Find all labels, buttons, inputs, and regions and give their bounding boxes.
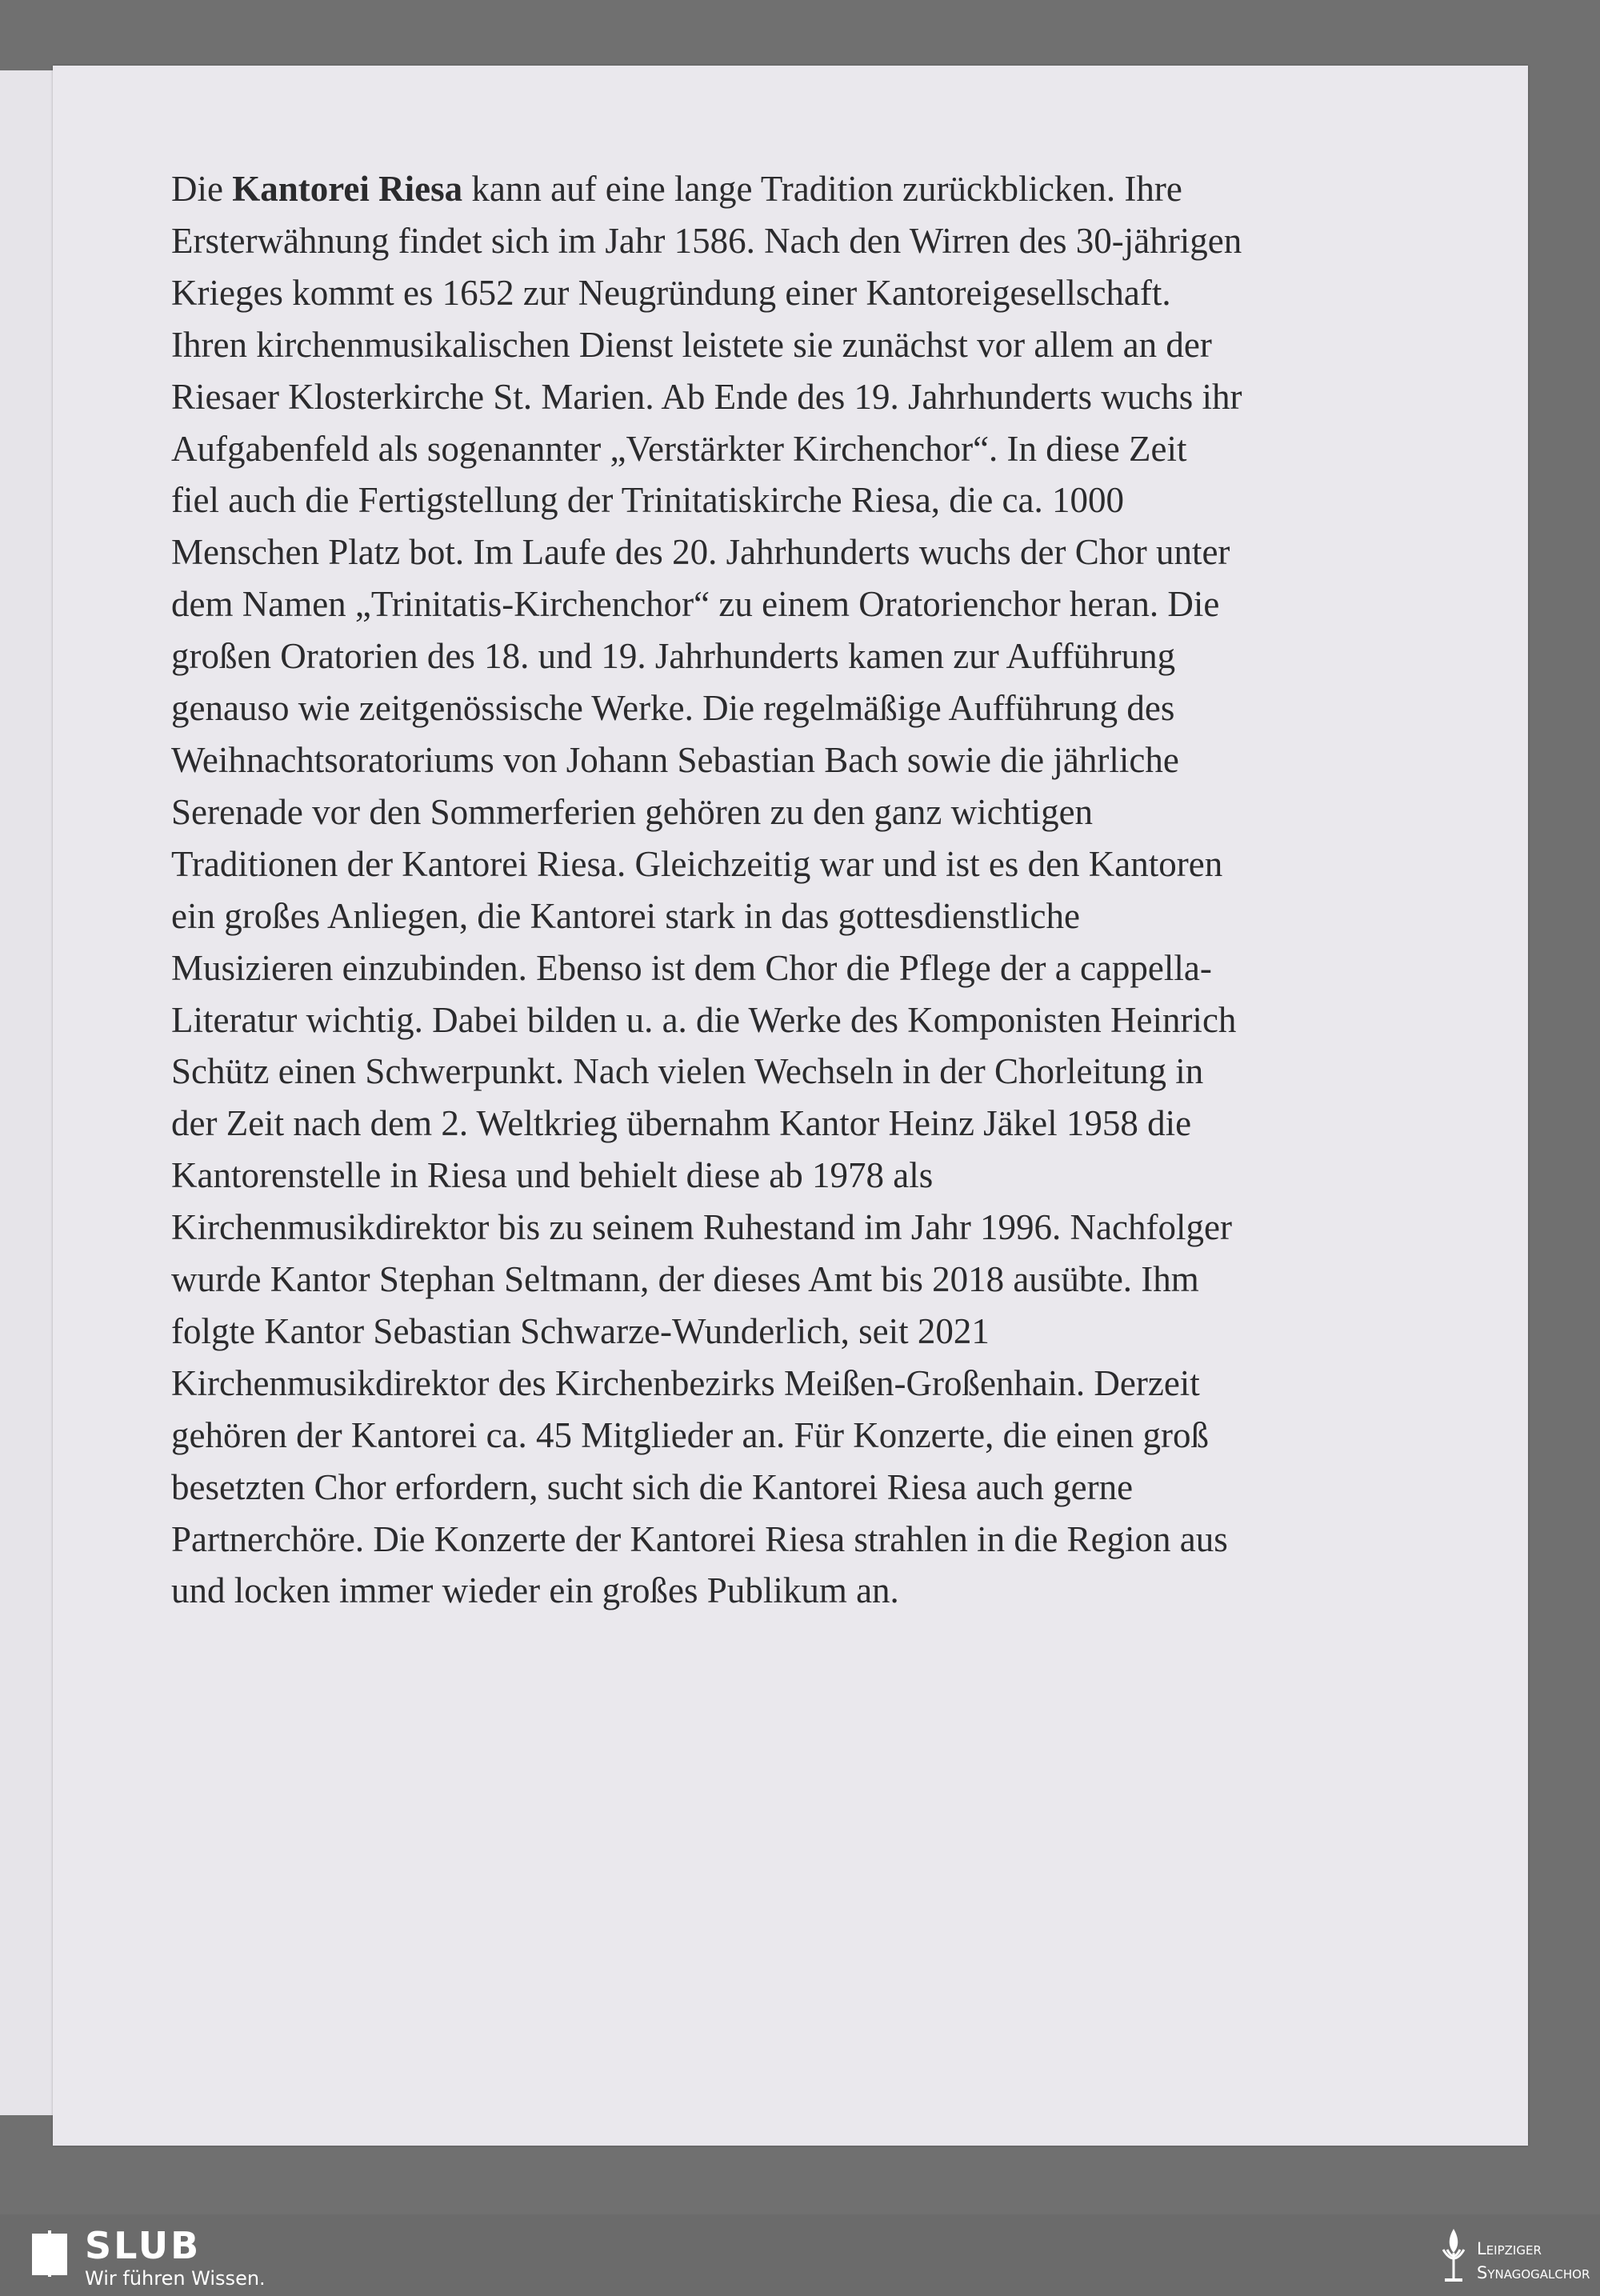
footer-bar [0, 2214, 1600, 2296]
text-line: großen Oratorien des 18. und 19. Jahrhunderts kamen zur Aufführung [171, 636, 1176, 677]
text-line: Traditionen der Kantorei Riesa. Gleichzeitig war und ist es den Kantoren [171, 843, 1223, 884]
text-line: Ersterwähnung findet sich im Jahr 1586. Nach den Wirren des 30-jährigen [171, 220, 1242, 261]
choir-logo-line2: Synagogalchor [1477, 2263, 1590, 2282]
text-line: Kirchenmusikdirektor des Kirchenbezirks Meißen-Großenhain. Derzeit [171, 1362, 1200, 1403]
text-line: gehören der Kantorei ca. 45 Mitglieder an. Für Konzerte, die einen groß [171, 1414, 1210, 1455]
text-line: ein großes Anliegen, die Kantorei stark in das gottesdienstliche [171, 895, 1080, 936]
text-line: wurde Kantor Stephan Seltmann, der dieses Amt bis 2018 ausübte. Ihm [171, 1259, 1199, 1300]
intro-suffix: kann auf eine lange Tradition zurückblicken. Ihre [462, 169, 1182, 209]
choir-logo-text [1477, 2237, 1590, 2285]
text-line: Kirchenmusikdirektor bis zu seinem Ruhestand im Jahr 1996. Nachfolger [171, 1207, 1232, 1248]
text-line: Menschen Platz bot. Im Laufe des 20. Jahrhunderts wuchs der Chor unter [171, 532, 1230, 573]
text-line: Serenade vor den Sommerferien gehören zu den ganz wichtigen [171, 791, 1094, 832]
text-line: Partnerchöre. Die Konzerte der Kantorei Riesa strahlen in die Region aus [171, 1518, 1228, 1559]
text-line-intro [171, 163, 1515, 215]
choir-logo-line1: Leipziger [1477, 2239, 1542, 2258]
text-line: der Zeit nach dem 2. Weltkrieg übernahm Kantor Heinz Jäkel 1958 die [171, 1103, 1192, 1144]
text-line: Ihren kirchenmusikalischen Dienst leistete sie zunächst vor allem an der [171, 324, 1212, 365]
library-name[interactable]: SLUB [85, 2224, 202, 2267]
text-line: dem Namen „Trinitatis-Kirchenchor“ zu einem Oratorienchor heran. Die [171, 584, 1220, 625]
text-line: Krieges kommt es 1652 zur Neugründung einer Kantoreigesellschaft. [171, 272, 1171, 313]
slub-book-icon[interactable] [30, 2229, 69, 2278]
text-line: besetzten Chor erfordern, sucht sich die Kantorei Riesa auch gerne [171, 1466, 1134, 1507]
text-line: Aufgabenfeld als sogenannter „Verstärkter Kirchenchor“. In diese Zeit [171, 428, 1187, 469]
library-tagline: Wir führen Wissen. [85, 2267, 266, 2290]
text-line: und locken immer wieder ein großes Publikum an. [171, 1570, 899, 1611]
text-line: genauso wie zeitgenössische Werke. Die regelmäßige Aufführung des [171, 688, 1175, 729]
text-line: Literatur wichtig. Dabei bilden u. a. die Werke des Komponisten Heinrich [171, 999, 1237, 1040]
menorah-icon [1437, 2226, 1470, 2286]
text-line: folgte Kantor Sebastian Schwarze-Wunderlich, seit 2021 [171, 1310, 990, 1351]
body-paragraph [171, 163, 1515, 1617]
text-line: Schütz einen Schwerpunkt. Nach vielen Wechseln in der Chorleitung in [171, 1051, 1204, 1092]
text-line: Musizieren einzubinden. Ebenso ist dem Chor die Pflege der a cappella- [171, 947, 1212, 988]
text-line: fiel auch die Fertigstellung der Trinitatiskirche Riesa, die ca. 1000 [171, 480, 1124, 521]
choir-name-bold: Kantorei Riesa [232, 169, 463, 209]
text-line: Weihnachtsoratoriums von Johann Sebastian Bach sowie die jährliche [171, 739, 1179, 780]
text-line: Kantorenstelle in Riesa und behielt diese ab 1978 als [171, 1155, 934, 1196]
intro-prefix: Die [171, 169, 233, 209]
document-page [53, 66, 1528, 2146]
text-line: Riesaer Klosterkirche St. Marien. Ab Ende des 19. Jahrhunderts wuchs ihr [171, 376, 1242, 417]
